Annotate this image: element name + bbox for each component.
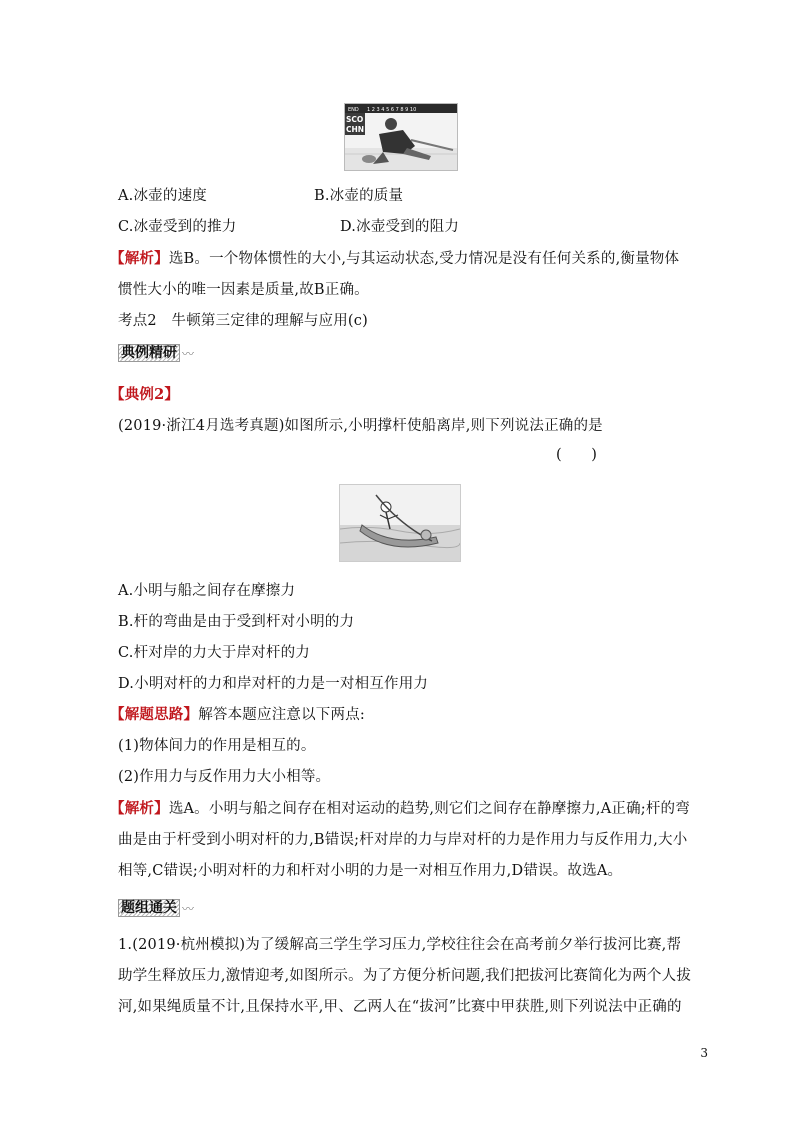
q1-option-d: D.冰壶受到的阻力 [340, 219, 460, 235]
curling-figure [344, 103, 458, 171]
badge-text: 典例精研 [118, 344, 180, 362]
analysis-tag: 【解析】 [110, 250, 169, 267]
q1-analysis-line1: 【解析】选B。一个物体惯性的大小,与其运动状态,受力情况是没有任何关系的,衡量物体 [110, 250, 680, 267]
badge-text-2: 题组通关 [118, 899, 180, 917]
example2-option-d: D.小明对杆的力和岸对杆的力是一对相互作用力 [118, 676, 429, 692]
boat-figure [339, 484, 461, 562]
score-columns: 1 2 3 4 5 6 7 8 9 10 [367, 107, 417, 113]
q1-analysis-line2: 惯性大小的唯一因素是质量,故B正确。 [118, 282, 369, 298]
swoosh-icon: 〰 [182, 346, 195, 361]
example2-option-b: B.杆的弯曲是由于受到杆对小明的力 [118, 614, 355, 630]
score-header: END [348, 107, 359, 113]
thinking-point-1: (1)物体间力的作用是相互的。 [118, 738, 316, 754]
team-sco: SCO [346, 115, 364, 124]
q1-option-b: B.冰壶的质量 [314, 188, 404, 204]
thinking-line: 【解题思路】解答本题应注意以下两点: [110, 706, 365, 723]
q2-line1: 1.(2019·杭州模拟)为了缓解高三学生学习压力,学校往往会在高考前夕举行拔河比赛,帮 [118, 937, 682, 953]
example2-tag: 【典例2】 [110, 386, 180, 403]
q1-option-c: C.冰壶受到的推力 [118, 219, 237, 235]
team-chn: CHN [346, 125, 365, 134]
example2-analysis-line1: 【解析】选A。小明与船之间存在相对运动的趋势,则它们之间存在静摩擦力,A正确;杆的弯 [110, 800, 690, 817]
curling-image [345, 104, 457, 170]
q2-line3: 河,如果绳质量不计,且保持水平,甲、乙两人在“拔河”比赛中甲获胜,则下列说法中正确的 [118, 999, 682, 1015]
thinking-point-2: (2)作用力与反作用力大小相等。 [118, 769, 331, 785]
swoosh-icon-2: 〰 [182, 901, 195, 916]
badge-tizu-tongguan [118, 899, 194, 917]
page-number: 3 [700, 1046, 708, 1060]
badge-dianli-jingyan [118, 344, 194, 362]
section-title: 考点2 牛顿第三定律的理解与应用(c) [118, 313, 368, 329]
example2-stem: (2019·浙江4月选考真题)如图所示,小明撑杆使船离岸,则下列说法正确的是 [118, 418, 603, 434]
q2-line2: 助学生释放压力,激情迎考,如图所示。为了方便分析问题,我们把拔河比赛简化为两个人拔 [118, 968, 692, 984]
analysis-tag-2: 【解析】 [110, 800, 169, 817]
example2-option-c: C.杆对岸的力大于岸对杆的力 [118, 645, 310, 661]
answer-bracket: ( ) [556, 447, 598, 463]
q1-option-a: A.冰壶的速度 [118, 188, 207, 204]
boat-image [340, 485, 460, 561]
example2-option-a: A.小明与船之间存在摩擦力 [118, 583, 296, 599]
example2-analysis-line2: 曲是由于杆受到小明对杆的力,B错误;杆对岸的力与岸对杆的力是作用力与反作用力,大小 [118, 832, 688, 848]
example2-analysis-line3: 相等,C错误;小明对杆的力和杆对小明的力是一对相互作用力,D错误。故选A。 [118, 863, 623, 879]
thinking-tag: 【解题思路】 [110, 706, 199, 723]
